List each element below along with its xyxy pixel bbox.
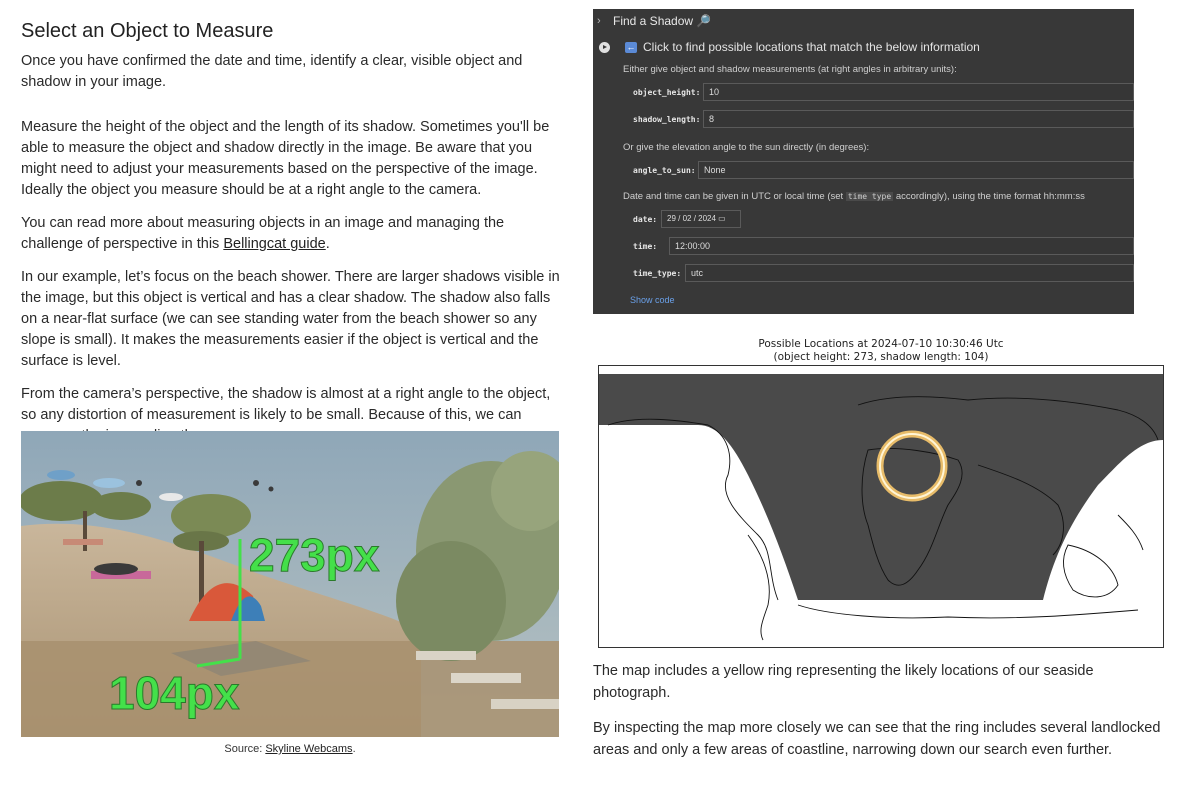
time-input[interactable]: 12:00:00 <box>669 237 1134 255</box>
time-type-code: time type <box>847 192 892 201</box>
photo-caption <box>21 743 559 755</box>
instruction-angle: Or give the elevation angle to the sun directly (in degrees): <box>623 142 870 153</box>
shadow-length-label: shadow_length: <box>633 115 701 124</box>
shadow-length-input[interactable]: 8 <box>703 110 1134 128</box>
instruction-datetime-text: Date and time can be given in UTC or local time (set <box>623 191 846 202</box>
bellingcat-guide-link[interactable]: Bellingcat guide <box>223 236 326 252</box>
colab-form-panel <box>593 9 1134 314</box>
object-height-input[interactable]: 10 <box>703 83 1134 101</box>
colab-section-title: Find a Shadow 🔎 <box>613 14 712 28</box>
beach-photo <box>21 431 559 737</box>
time-type-label: time_type: <box>633 269 682 278</box>
time-type-select[interactable]: utc <box>685 264 1134 282</box>
instruction-datetime <box>623 191 1085 202</box>
skyline-webcams-link[interactable]: Skyline Webcams <box>265 743 353 755</box>
shadow-map-figure <box>593 330 1169 650</box>
date-value: 29 / 02 / 2024 <box>667 214 716 223</box>
article-left-column <box>21 14 561 447</box>
object-height-label: object_height: <box>633 88 701 97</box>
show-code-link[interactable]: Show code <box>630 295 675 305</box>
click-instruction <box>625 40 980 54</box>
click-instruction-text: Click to find possible locations that match the below information <box>643 40 980 54</box>
paragraph-guide <box>21 213 561 255</box>
paragraph-ring-explanation: The map includes a yellow ring representing the likely locations of our seaside photograph. <box>593 663 1094 701</box>
colab-section-header[interactable] <box>593 9 1134 33</box>
caption-source-label: Source: <box>224 743 266 755</box>
paragraph-ring-inspection: By inspecting the map more closely we can see that the ring includes several landlocked areas and only a few areas of coastline, narrowing down our search even further. <box>593 720 1161 758</box>
instruction-datetime-end: accordingly), using the time format hh:mm:ss <box>893 191 1085 202</box>
article-right-column <box>593 660 1173 761</box>
paragraph-perspective: From the camera’s perspective, the shadow is almost at a right angle to the object, so any distortion of measurement is likely to be small. Because of this, we can <box>21 386 551 423</box>
angle-to-sun-input[interactable]: None <box>698 161 1134 179</box>
date-label: date: <box>633 215 658 224</box>
paragraph-guide-text: You can read more about measuring objects in an image and managing the challenge of perspective in this <box>21 215 505 252</box>
paragraph-guide-end: . <box>325 236 330 252</box>
paragraph-measure: Measure the height of the object and the length of its shadow. Sometimes you'll be able to measure the object and shadow directly in the image. Be aware that you might need to adjust your measurements based on the perspective of the image. Ideally the object you measure should be at a right angle to the camera. <box>21 119 550 198</box>
run-cell-icon[interactable] <box>599 42 610 53</box>
paragraph-intro: Once you have confirmed the date and time, identify a clear, visible object and shadow in your image. <box>21 53 523 90</box>
chevron-right-icon[interactable]: › <box>597 15 601 27</box>
caption-end: . <box>352 743 356 755</box>
date-input[interactable] <box>661 210 741 228</box>
map-title-line2: (object height: 273, shadow length: 104) <box>773 351 989 363</box>
calendar-icon[interactable]: ▭ <box>718 214 726 223</box>
beach-photo-illustration <box>21 431 559 737</box>
map-title-line1: Possible Locations at 2024-07-10 10:30:46 Utc <box>758 338 1004 350</box>
time-label: time: <box>633 242 658 251</box>
instruction-measurements: Either give object and shadow measurements (at right angles in arbitrary units): <box>623 64 957 75</box>
paragraph-example: In our example, let’s focus on the beach shower. There are larger shadows visible in the image, but this object is vertical and has a clear shadow. The shadow also falls on a near-flat surface (we can see standing water from the beach shower so any slope is small). It makes the measurements easier if the object is vertical and the surface is level. <box>21 269 560 369</box>
arrow-left-icon: ← <box>626 42 636 52</box>
angle-to-sun-label: angle_to_sun: <box>633 166 696 175</box>
section-heading: Select an Object to Measure <box>21 20 274 42</box>
shadow-measure-label: 104px <box>109 667 240 719</box>
height-measure-label: 273px <box>249 529 380 581</box>
world-map <box>598 365 1164 649</box>
